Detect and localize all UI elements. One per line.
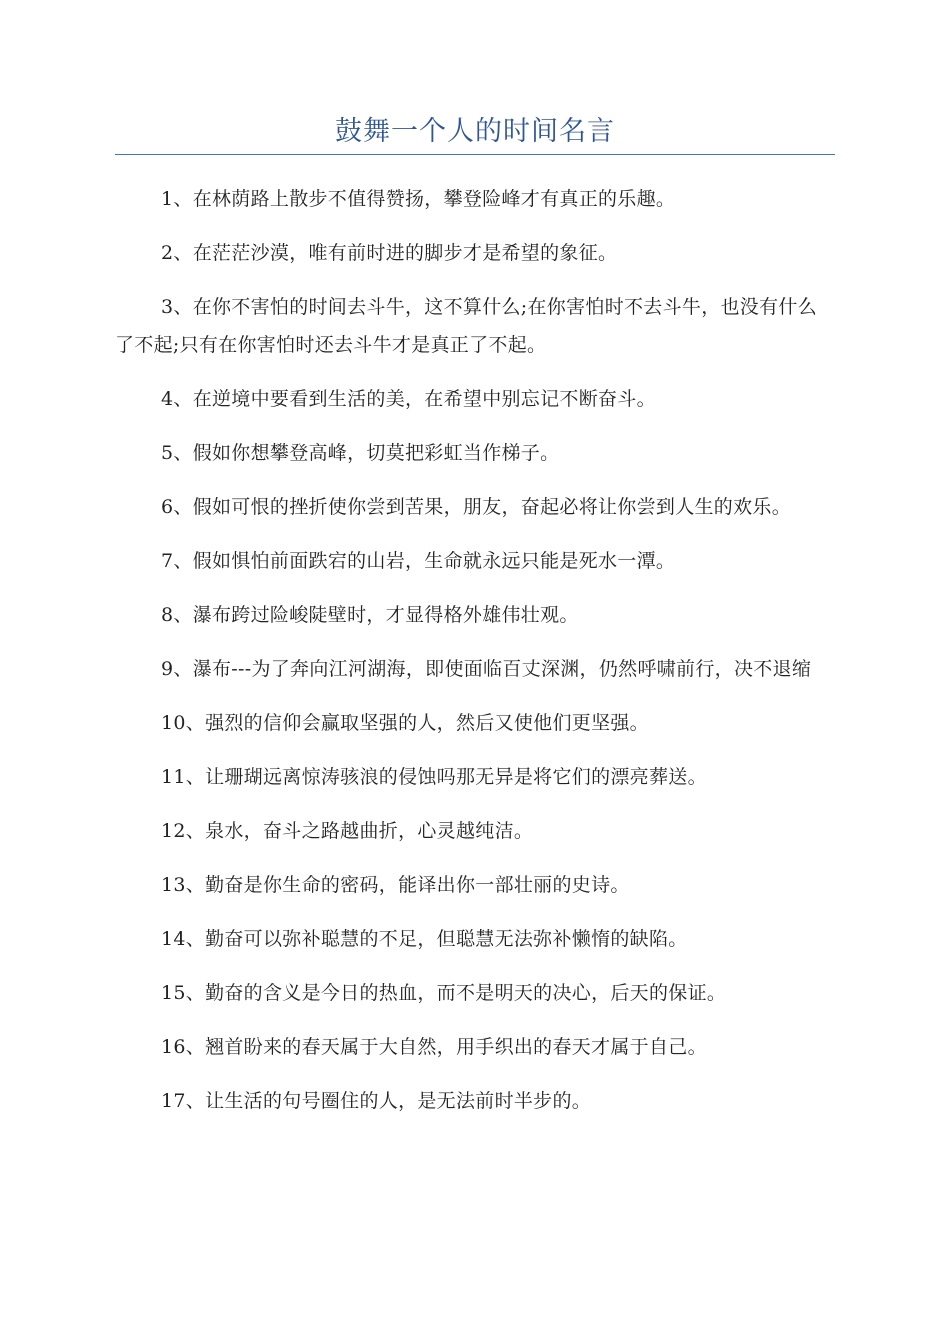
quote-paragraph: 9、瀑布---为了奔向江河湖海，即使面临百丈深渊，仍然呼啸前行，决不退缩 <box>161 658 812 680</box>
quote-paragraph: 7、假如惧怕前面跌宕的山岩，生命就永远只能是死水一潭。 <box>161 550 676 572</box>
quote-paragraph: 11、让珊瑚远离惊涛骇浪的侵蚀吗那无异是将它们的漂亮葬送。 <box>161 766 707 788</box>
quote-paragraph: 1、在林荫路上散步不值得赞扬，攀登险峰才有真正的乐趣。 <box>161 188 676 210</box>
quote-paragraph: 14、勤奋可以弥补聪慧的不足，但聪慧无法弥补懒惰的缺陷。 <box>161 928 688 950</box>
quote-paragraph: 6、假如可恨的挫折使你尝到苦果，朋友，奋起必将让你尝到人生的欢乐。 <box>161 496 791 518</box>
quote-paragraph: 17、让生活的句号圈住的人，是无法前时半步的。 <box>161 1090 592 1112</box>
quote-paragraph: 3、在你不害怕的时间去斗牛，这不算什么;在你害怕时不去斗牛，也没有什么了不起;只有在你害怕时还去斗牛才是真正了不起。 <box>115 296 817 356</box>
quote-paragraph: 10、强烈的信仰会赢取坚强的人，然后又使他们更坚强。 <box>161 712 649 734</box>
quote-paragraph: 13、勤奋是你生命的密码，能译出你一部壮丽的史诗。 <box>161 874 630 896</box>
quote-paragraph: 5、假如你想攀登高峰，切莫把彩虹当作梯子。 <box>161 442 560 464</box>
document-title: 鼓舞一个人的时间名言 <box>335 116 615 147</box>
quote-paragraph: 15、勤奋的含义是今日的热血，而不是明天的决心，后天的保证。 <box>161 982 727 1004</box>
document-body <box>115 180 835 1136</box>
quote-paragraph: 8、瀑布跨过险峻陡壁时，才显得格外雄伟壮观。 <box>161 604 579 626</box>
title-underline <box>115 154 835 155</box>
quote-paragraph: 2、在茫茫沙漠，唯有前时进的脚步才是希望的象征。 <box>161 242 618 264</box>
quote-paragraph: 12、泉水，奋斗之路越曲折，心灵越纯洁。 <box>161 820 534 842</box>
quote-paragraph: 16、翘首盼来的春天属于大自然，用手织出的春天才属于自己。 <box>161 1036 707 1058</box>
quote-paragraph: 4、在逆境中要看到生活的美，在希望中别忘记不断奋斗。 <box>161 388 656 410</box>
